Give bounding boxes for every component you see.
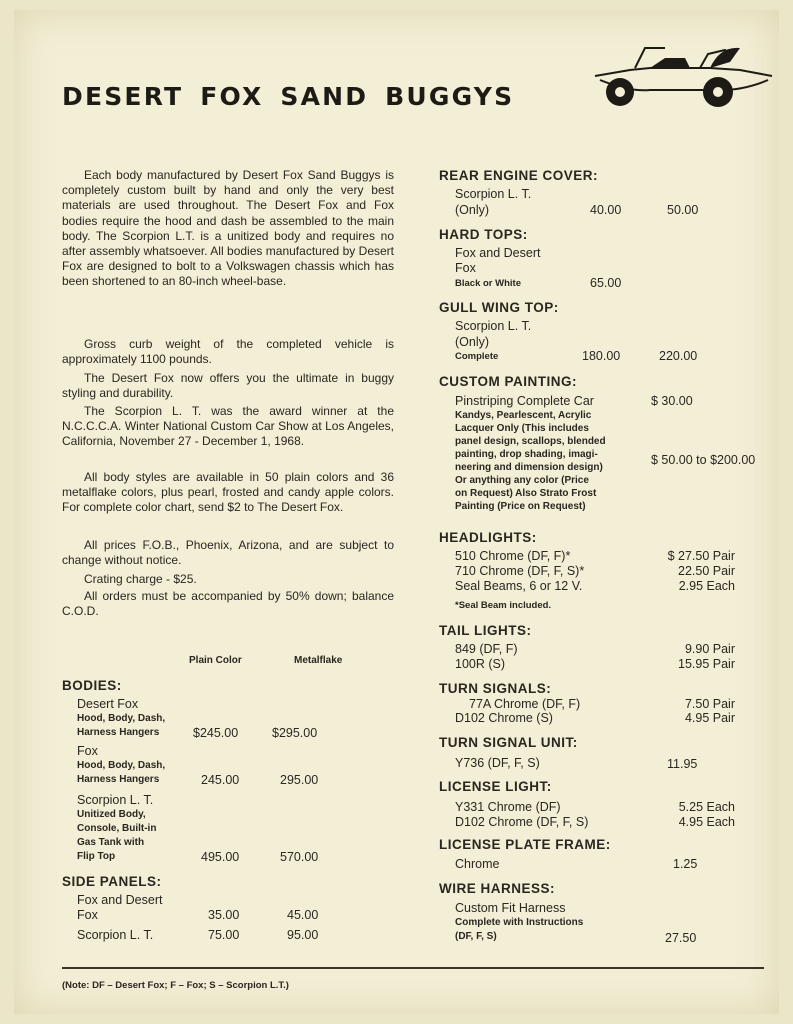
body-name: Scorpion L. T. [77, 793, 154, 807]
intro-paragraph-2: Gross curb weight of the completed vehicle is approximately 1100 pounds. [62, 337, 394, 367]
item-label: Y736 (DF, F, S) [455, 756, 540, 770]
footnote: (Note: DF – Desert Fox; F – Fox; S – Scorpion L.T.) [62, 980, 289, 991]
item-desc: Complete with Instructions [455, 917, 584, 928]
item-label: Black or White [455, 278, 521, 289]
intro-paragraph-1: Each body manufactured by Desert Fox Sand Buggys is completely custom built by hand and only the very best materials are used throughout. The Desert Fox and Fox bodies require the hood and dash be assembled to the main body. The Scorpion L.T. is a unitized body and requires no after assembly whatsoever. All bodies manufactured by Desert Fox are designed to bolt to a Volkswagen chassis which has been shortened to an 80-inch wheel-base. [62, 168, 394, 289]
price-plain: 35.00 [208, 908, 240, 922]
hard-tops-heading: HARD TOPS: [439, 227, 528, 242]
paint-desc: Lacquer Only (This includes [455, 423, 589, 434]
side-panel-name: Fox [77, 908, 98, 922]
price: 22.50 Pair [678, 564, 735, 578]
bodies-heading: BODIES: [62, 678, 122, 693]
price: 1.25 [673, 857, 698, 871]
intro-paragraph-3: The Desert Fox now offers you the ultimate in buggy styling and durability. [62, 371, 394, 401]
price: 65.00 [590, 276, 622, 290]
turn-signal-unit-heading: TURN SIGNAL UNIT: [439, 735, 578, 750]
wire-harness-heading: WIRE HARNESS: [439, 881, 556, 896]
item-label: 77A Chrome (DF, F) [469, 697, 581, 711]
paint-desc: Kandys, Pearlescent, Acrylic [455, 410, 592, 421]
intro-paragraph-8: All orders must be accompanied by 50% down; balance C.O.D. [62, 589, 394, 619]
intro-paragraph-5: All body styles are available in 50 plain colors and 36 metalflake colors, plus pearl, frosted and candy apple colors. For complete color chart, send $2 to The Desert Fox. [62, 470, 394, 515]
item-label: Seal Beams, 6 or 12 V. [455, 579, 583, 593]
rear-engine-heading: REAR ENGINE COVER: [439, 168, 599, 183]
price: 220.00 [659, 349, 698, 363]
body-desc: Console, Built-in [77, 823, 157, 834]
item-label: Chrome [455, 857, 500, 871]
body-desc: Unitized Body, [77, 809, 146, 820]
side-panels-heading: SIDE PANELS: [62, 874, 162, 889]
price-metalflake: $295.00 [272, 726, 318, 740]
price: 5.25 Each [678, 800, 735, 814]
price-plain: 75.00 [208, 928, 240, 942]
col-header-metalflake: Metalflake [294, 655, 343, 666]
price-plain: 495.00 [201, 850, 240, 864]
body-desc: Flip Top [77, 851, 116, 862]
item-label: Custom Fit Harness [455, 901, 566, 915]
body-desc: Harness Hangers [77, 727, 160, 738]
item-label: 100R (S) [455, 657, 506, 671]
body-desc: Gas Tank with [77, 837, 145, 848]
price: 9.90 Pair [684, 642, 735, 656]
page-title: DESERT FOX SAND BUGGYS [62, 82, 515, 111]
price-metalflake: 570.00 [280, 850, 319, 864]
intro-paragraph-7: Crating charge - $25. [84, 572, 197, 586]
item-label: Complete [455, 351, 499, 362]
headlight-footnote: *Seal Beam included. [455, 600, 552, 611]
paint-desc: Or anything any color (Price [455, 475, 589, 486]
price: 4.95 Each [678, 815, 735, 829]
item-label: D102 Chrome (DF, F, S) [455, 815, 589, 829]
item-label: D102 Chrome (S) [455, 711, 553, 725]
body-name: Desert Fox [77, 697, 139, 711]
side-panel-name: Scorpion L. T. [77, 928, 154, 942]
item-label: (Only) [455, 335, 490, 349]
price-metalflake: 95.00 [287, 928, 319, 942]
price: $ 27.50 Pair [667, 549, 735, 563]
item-label: Fox and Desert [455, 246, 541, 260]
price-metalflake: 45.00 [287, 908, 319, 922]
item-label: 710 Chrome (DF, F, S)* [455, 564, 585, 578]
price: 2.95 Each [678, 579, 735, 593]
item-label: Pinstriping Complete Car [455, 394, 594, 408]
item-label: 849 (DF, F) [455, 642, 518, 656]
paint-desc: neering and dimension design) [455, 462, 603, 473]
sand-buggy-illustration [590, 40, 775, 112]
headlights-heading: HEADLIGHTS: [439, 530, 537, 545]
paint-desc: Painting (Price on Request) [455, 501, 586, 512]
price: 11.95 [667, 757, 698, 771]
item-label: (Only) [455, 203, 490, 217]
body-desc: Harness Hangers [77, 774, 160, 785]
item-label: 510 Chrome (DF, F)* [455, 549, 571, 563]
item-label: Y331 Chrome (DF) [455, 800, 561, 814]
paint-desc: panel design, scallops, blended [455, 436, 606, 447]
body-desc: Hood, Body, Dash, [77, 713, 166, 724]
item-label: Scorpion L. T. [455, 319, 532, 333]
license-light-heading: LICENSE LIGHT: [439, 779, 552, 794]
license-plate-heading: LICENSE PLATE FRAME: [439, 837, 611, 852]
intro-paragraph-4: The Scorpion L. T. was the award winner at the N.C.C.C.A. Winter National Custom Car Show at Los Angeles, California, November 27 - December 1, 1968. [62, 404, 394, 449]
turn-signals-heading: TURN SIGNALS: [439, 681, 552, 696]
item-label: Scorpion L. T. [455, 187, 532, 201]
body-name: Fox [77, 744, 98, 758]
gull-wing-heading: GULL WING TOP: [439, 300, 559, 315]
intro-paragraph-6: All prices F.O.B., Phoenix, Arizona, and are subject to change without notice. [62, 538, 394, 568]
body-desc: Hood, Body, Dash, [77, 760, 166, 771]
price: 40.00 [590, 203, 622, 217]
paint-desc: painting, drop shading, imagi- [455, 449, 598, 460]
price: 4.95 Pair [684, 711, 735, 725]
footer-rule [62, 967, 764, 969]
price-metalflake: 295.00 [280, 773, 319, 787]
price-plain: $245.00 [193, 726, 239, 740]
item-label: Fox [455, 261, 476, 275]
price-plain: 245.00 [201, 773, 240, 787]
col-header-plain: Plain Color [189, 655, 242, 666]
tail-lights-heading: TAIL LIGHTS: [439, 623, 532, 638]
price: $ 50.00 to $200.00 [651, 453, 756, 467]
price: 180.00 [582, 349, 621, 363]
price: $ 30.00 [651, 394, 693, 408]
price: 27.50 [665, 931, 697, 945]
price: 15.95 Pair [678, 657, 735, 671]
price: 7.50 Pair [684, 697, 735, 711]
custom-painting-heading: CUSTOM PAINTING: [439, 374, 577, 389]
paint-desc: on Request) Also Strato Frost [455, 488, 597, 499]
side-panel-name: Fox and Desert [77, 893, 163, 907]
item-desc: (DF, F, S) [455, 931, 497, 942]
price: 50.00 [667, 203, 699, 217]
